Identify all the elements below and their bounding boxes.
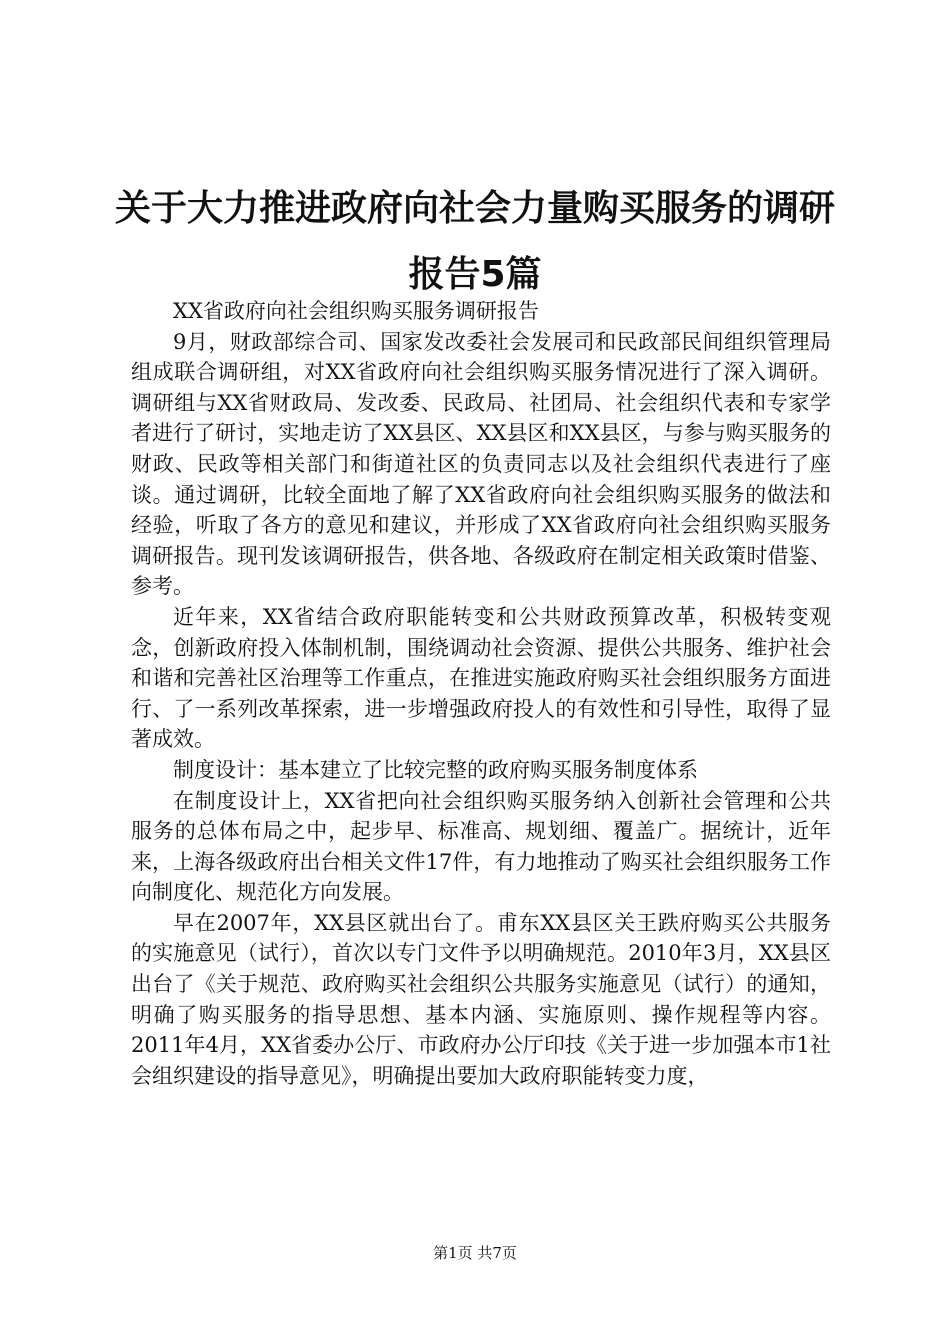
page-footer: 第1页 共7页 — [433, 1244, 517, 1262]
document-body — [131, 296, 831, 1091]
paragraph: 9月，财政部综合司、国家发改委社会发展司和民政部民间组织管理局组成联合调研组，对XX省政府向社会组织购买服务情况进行了深入调研。调研组与XX省财政局、发改委、民政局、社团局、社会组织代表和专家学者进行了研讨，实地走访了XX县区、XX县区和XX县区，与参与购买服务的财政、民政等相关部门和街道社区的负责同志以及社会组织代表进行了座谈。通过调研，比较全面地了解了XX省政府向社会组织购买服务的做法和经验，听取了各方的意见和建议，并形成了XX省政府向社会组织购买服务调研报告。现刊发该调研报告，供各地、各级政府在制定相关政策时借鉴、参考。 — [131, 329, 831, 599]
paragraph: 近年来，XX省结合政府职能转变和公共财政预算改革，积极转变观念，创新政府投入体制机制，围绕调动社会资源、提供公共服务、维护社会和谐和完善社区治理等工作重点，在推进实施政府购买社会组织服务方面进行、了一系列改革探索，进一步增强政府投人的有效性和引导性，取得了显著成效。 — [131, 604, 831, 752]
paragraph: 在制度设计上，XX省把向社会组织购买服务纳入创新社会管理和公共服务的总体布局之中，起步早、标准高、规划细、覆盖广。据统计，近年来，上海各级政府出台相关文件17件，有力地推动了购买社会组织服务工作向制度化、规范化方向发展。 — [131, 788, 831, 905]
section-heading: 制度设计：基本建立了比较完整的政府购买服务制度体系 — [173, 757, 698, 782]
document-title: 关于大力推进政府向社会力量购买服务的调研报告5篇 — [114, 188, 835, 295]
paragraph-subtitle: XX省政府向社会组织购买服务调研报告 — [173, 299, 539, 323]
paragraph: 早在2007年，XX县区就出台了。甫东XX县区关王跌府购买公共服务的实施意见（试行），首次以专门文件予以明确规范。2010年3月，XX县区出台了《关于规范、政府购买社会组织公共服务实施意见（试行）的通知，明确了购买服务的指导思想、基本内涵、实施原则、操作规程等内容。2011年4月，XX省委办公厅、市政府办公厅印技《关于进一步加强本市1社会组织建设的指导意见》，明确提出要加大政府职能转变力度， — [131, 910, 831, 1088]
